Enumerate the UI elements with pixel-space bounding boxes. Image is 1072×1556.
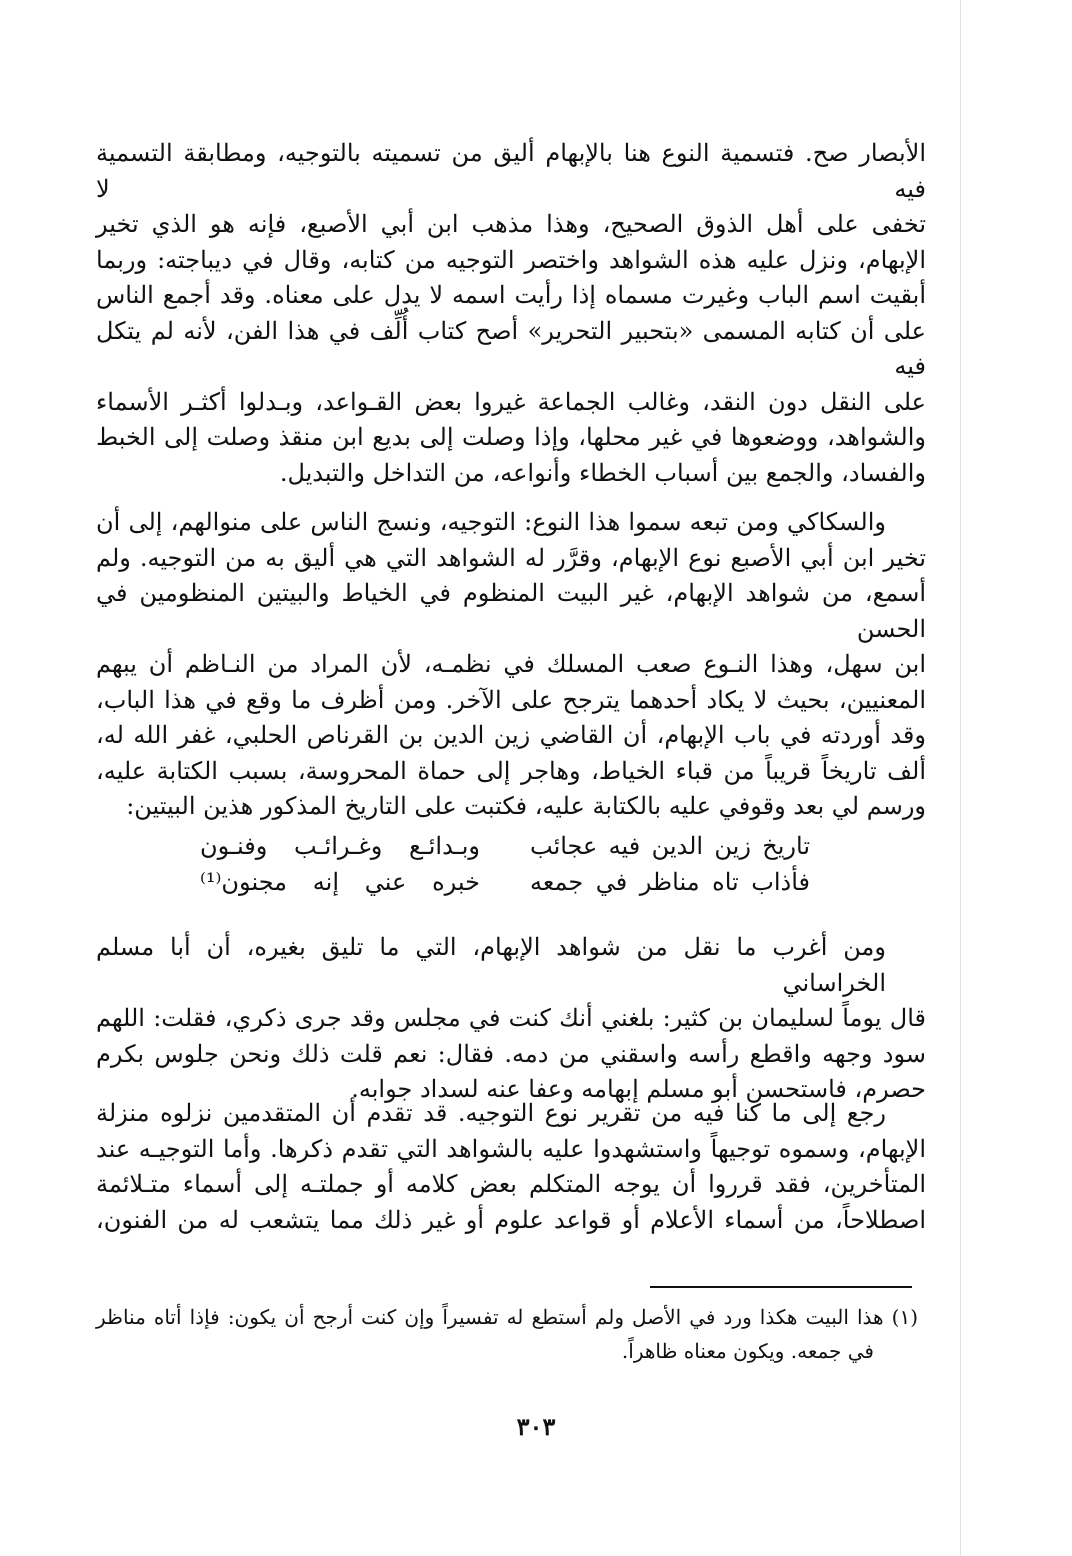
text-line: أسمع، من شواهد الإبهام، غير البيت المنظوم في الخياط والبيتين المنظومين في الحسن bbox=[96, 579, 926, 643]
text-line: ورسم لي بعد وقوفي عليه بالكتابة عليه، فكتبت على التاريخ المذكور هذين البيتين: bbox=[126, 792, 926, 820]
text-line: والفساد، والجمع بين أسباب الخطاء وأنواعه، من التداخل والتبديل. bbox=[279, 458, 926, 487]
verse-row bbox=[200, 828, 810, 864]
text-line: المتأخرين، فقد قرروا أن يوجه المتكلم بعض كلامه أو جملتـه إلى أسماء متـلائمة bbox=[96, 1170, 926, 1198]
text-line: رجع إلى ما كنا فيه من تقرير نوع التوجيه. قد تقدم أن المتقدمين نزلوه منزلة bbox=[96, 1099, 886, 1127]
poem-verses bbox=[200, 828, 810, 900]
paragraph-3 bbox=[96, 930, 926, 1108]
text-line: والسكاكي ومن تبعه سموا هذا النوع: التوجيه، ونسج الناس على منوالهم، إلى أن bbox=[96, 508, 886, 536]
text-line: المعنيين، بحيث لا يكاد أحدهما يترجح على الآخر. ومن أظرف ما وقع في هذا الباب، bbox=[96, 685, 926, 714]
text-line: ومن أغرب ما نقل من شواهد الإبهام، التي ما تليق بغيره، أن أبا مسلم الخراساني bbox=[96, 933, 886, 997]
paragraph-2 bbox=[96, 505, 926, 825]
text-line: قال يوماً لسليمان بن كثير: بلغني أنك كنت في مجلس وقد جرى ذكري، فقلت: اللهم bbox=[96, 1004, 926, 1032]
text-line: أبقيت اسم الباب وغيرت مسماه إذا رأيت اسمه لا يدل على معناه. وقد أجمع الناس bbox=[96, 281, 926, 309]
paragraph-4 bbox=[96, 1096, 926, 1238]
text-line: اصطلاحاً، من أسماء الأعلام أو قواعد علوم أو غير ذلك مما يتشعب له من الفنون، bbox=[96, 1205, 926, 1234]
paragraph-1 bbox=[96, 136, 926, 491]
footnote-line: (١) هذا البيت هكذا ورد في الأصل ولم أستطع له تفسيراً وإن كنت أرجح أن يكون: فإذا أتاه مناظر bbox=[96, 1305, 918, 1329]
text-line: وقد أوردته في باب الإبهام، أن القاضي زين الدين بن القرناص الحلبي، غفر الله له، bbox=[96, 721, 926, 749]
verse-first-hemistich: تاريخ زين الدين فيه عجائب bbox=[530, 832, 810, 860]
text-line: الإبهام، ونزل عليه هذه الشواهد واختصر التوجيه من كتابه، وقال في ديباجته: وربما bbox=[96, 245, 926, 274]
page-edge-line bbox=[960, 0, 961, 1556]
verse-row bbox=[200, 864, 810, 900]
text-line: على أن كتابه المسمى «بتحبير التحرير» أصح كتاب أُلِّف في هذا الفن، لأنه لم يتكل فيه bbox=[96, 316, 926, 380]
main-text bbox=[96, 136, 926, 825]
text-line: حصرم، فاستحسن أبو مسلم إبهامه وعفا عنه لسداد جوابه. bbox=[351, 1075, 926, 1103]
footnote-line: في جمعه. ويكون معناه ظاهراً. bbox=[621, 1339, 874, 1363]
text-line: ابن سهل، وهذا النـوع صعب المسلك في نظمـه، لأن المراد من النـاظم أن يبهم bbox=[96, 650, 926, 678]
text-line: تخير ابن أبي الأصبع نوع الإبهام، وقرَّر له الشواهد التي هي أليق به من التوجيه. ولم bbox=[96, 543, 926, 572]
text-line: على النقل دون النقد، وغالب الجماعة غيروا بعض القـواعد، وبـدلوا أكثـر الأسماء bbox=[96, 387, 926, 416]
page-number: ٣٠٣ bbox=[516, 1412, 556, 1441]
text-line: الأبصار صح. فتسمية النوع هنا بالإبهام أليق من تسميته بالتوجيه، ومطابقة التسمية فيه لا bbox=[96, 139, 926, 203]
text-line: والشواهد، ووضعوها في غير محلها، وإذا وصلت إلى بديع ابن منقذ وصلت إلى الخبط bbox=[96, 423, 926, 451]
text-line: تخفى على أهل الذوق الصحيح، وهذا مذهب ابن أبي الأصبع، فإنه هو الذي تخير bbox=[96, 210, 927, 238]
footnote bbox=[96, 1300, 918, 1368]
footnote-divider bbox=[650, 1286, 912, 1288]
text-line: سود وجهه واقطع رأسه واسقني من دمه. فقال: نعم قلت ذلك ونحن جلوس بكرم bbox=[96, 1039, 926, 1068]
verse-second-hemistich: خبره عني إنه مجنون⁽¹⁾ bbox=[200, 868, 480, 896]
verse-first-hemistich: فأذاب تاه مناظر في جمعه bbox=[530, 868, 810, 896]
text-line: الإبهام، وسموه توجيهاً واستشهدوا عليه بالشواهد التي تقدم ذكرها. وأما التوجيـه عند bbox=[96, 1134, 926, 1163]
verse-second-hemistich: وبـدائـع وغـرائـب وفنـون bbox=[200, 832, 480, 860]
text-line: ألف تاريخاً قريباً من قباء الخياط، وهاجر إلى حماة المحروسة، بسبب الكتابة عليه، bbox=[96, 756, 926, 785]
